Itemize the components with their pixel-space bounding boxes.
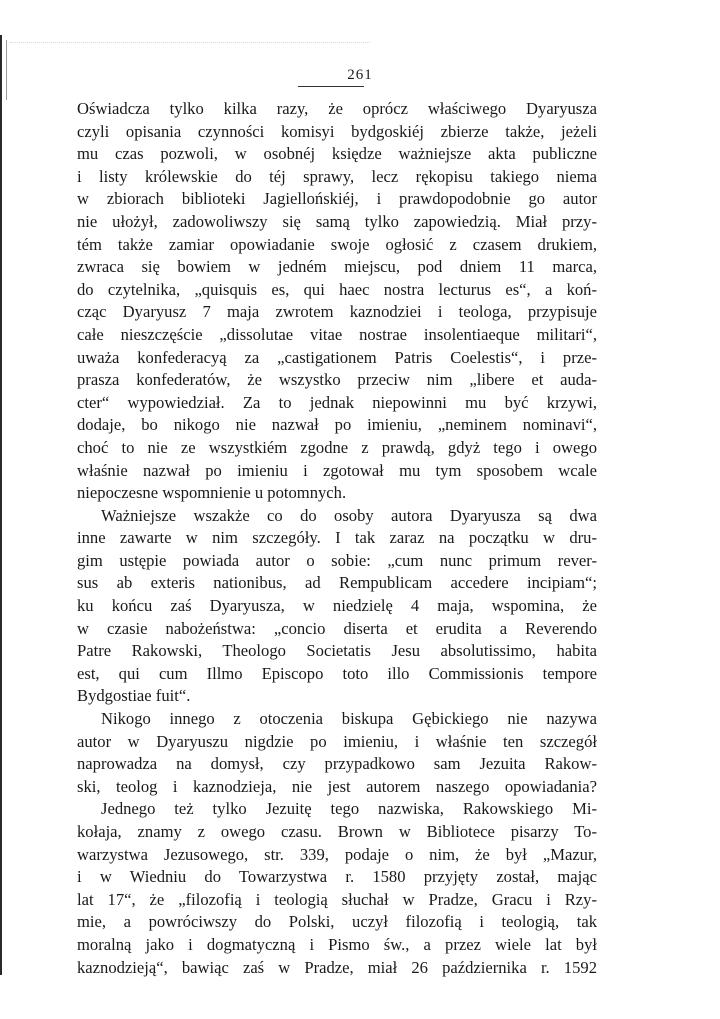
body-text — [77, 98, 597, 979]
text-line: autor w Dyaryuszu nigdzie po imieniu, i właśnie ten szczegół — [77, 731, 597, 751]
text-line: w zbiorach biblioteki Jagiellońskiéj, i prawdopodobnie go autor — [77, 189, 597, 209]
text-line: Bydgostiae fuit“. — [77, 686, 191, 706]
text-line: niepoczesne wspomnienie u potomnych. — [77, 483, 347, 503]
text-line: kołaja, znamy z owego czasu. Brown w Bibliotece pisarzy To- — [77, 822, 597, 841]
text-line: dodaje, bo nikogo nie nazwał po imieniu, „neminem nominavi“, — [77, 415, 597, 435]
text-line: ku końcu zaś Dyaryusza, w niedzielę 4 maja, wspomina, że — [77, 596, 597, 616]
text-line: Ważniejsze wszakże co do osoby autora Dyaryusza są dwa — [101, 505, 597, 525]
text-line: prasza konfederatów, że wszystko przeciw nim „libere et auda- — [77, 370, 597, 390]
text-line: mie, a powróciwszy do Polski, uczył filozofią i teologią, tak — [77, 912, 597, 932]
text-line: naprowadza na domysł, czy przypadkowo sam Jezuita Rakow- — [77, 754, 597, 774]
text-line: całe nieszczęście „dissolutae vitae nostrae insolentiaeque militari“, — [77, 324, 597, 344]
text-line: właśnie nazwał po imieniu i zgotował mu tym sposobem wcale — [77, 460, 597, 480]
text-line: est, qui cum Illmo Episcopo toto illo Commissionis tempore — [77, 663, 597, 683]
text-line: ski, teolog i kaznodzieja, nie jest autorem naszego opowiadania? — [77, 776, 597, 796]
text-line: mu czas pozwoli, w osobnéj księdze ważniejsze akta publiczne — [77, 144, 597, 164]
scan-bleed-through — [10, 42, 370, 49]
text-line: Nikogo innego z otoczenia biskupa Gębickiego nie nazywa — [101, 709, 597, 729]
page-number: 261 — [347, 67, 373, 83]
text-line: Patre Rakowski, Theologo Societatis Jesu absolutissimo, habita — [77, 641, 597, 661]
text-line: gim ustępie powiada autor o sobie: „cum nunc primum rever- — [77, 550, 597, 570]
text-line: choć to nie ze wszystkiém zgodne z prawdą, gdyż tego i owego — [77, 437, 597, 457]
text-line: cząc Dyaryusz 7 maja zwrotem kaznodziei i teologa, przypisuje — [77, 302, 597, 322]
text-line: Jednego też tylko Jezuitę tego nazwiska, Rakowskiego Mi- — [101, 799, 597, 819]
text-line: lat 17“, że „filozofią i teologią słuchał w Pradze, Gracu i Rzy- — [77, 889, 597, 909]
text-line: nie ułożył, zadowoliwszy się samą tylko zapowiedzią. Miał przy- — [77, 211, 597, 231]
text-line: cter“ wypowiedział. Za to jednak niepowinni mu być krzywi, — [77, 392, 597, 412]
text-line: Oświadcza tylko kilka razy, że oprócz właściwego Dyaryusza — [77, 99, 597, 118]
page-number-rule — [298, 86, 364, 87]
text-line: tém także zamiar opowiadanie swoje ogłosić z czasem drukiem, — [77, 234, 597, 254]
text-line: czyli opisania czynności komisyi bydgoskiéj zbierze także, jeżeli — [77, 121, 597, 141]
scan-binding-edge — [0, 35, 2, 975]
text-line: warzystwa Jezusowego, str. 339, podaje o nim, że był „Mazur, — [77, 844, 597, 864]
text-line: zwraca się bowiem w jedném miejscu, pod dniem 11 marca, — [77, 257, 597, 277]
text-line: w czasie nabożeństwa: „concio diserta et erudita a Reverendo — [77, 618, 597, 638]
text-line: do czytelnika, „quisquis es, qui haec nostra lecturus es“, a koń- — [77, 279, 597, 299]
text-line: sus ab exteris nationibus, ad Rempublicam accedere incipiam“; — [77, 573, 597, 593]
text-line: uważa konfederacyą za „castigationem Patris Coelestis“, i prze- — [77, 347, 597, 367]
text-line: inne zawarte w nim szczegóły. I tak zaraz na początku w dru- — [77, 528, 597, 548]
text-line: kaznodzieją“, bawiąc zaś w Pradze, miał 26 października r. 1592 — [77, 957, 597, 977]
text-line: i w Wiedniu do Towarzystwa r. 1580 przyjęty został, mając — [77, 867, 597, 887]
text-line: i listy królewskie do téj sprawy, lecz rękopisu takiego niema — [77, 166, 597, 186]
text-line: moralną jako i dogmatyczną i Pismo św., a przez wiele lat był — [77, 934, 597, 954]
